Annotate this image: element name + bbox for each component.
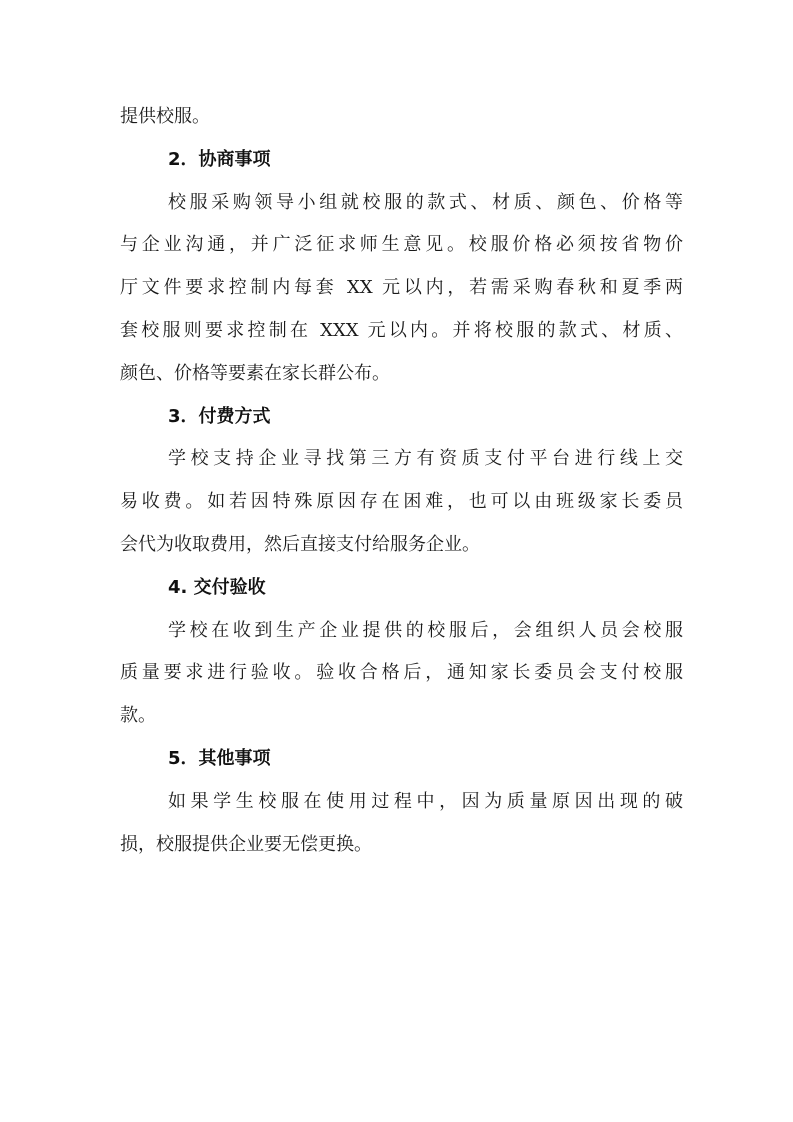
paragraph-line: 与企业沟通，并广泛征求师生意见。校服价格必须按省物价 — [120, 234, 683, 256]
section-heading: 2．协商事项 — [168, 148, 271, 170]
paragraph-line: 学校在收到生产企业提供的校服后，会组织人员会校服 — [168, 619, 683, 641]
paragraph-line: 厅文件要求控制内每套 XX 元以内，若需采购春秋和夏季两 — [120, 277, 683, 299]
section-heading: 3．付费方式 — [168, 405, 271, 427]
paragraph-line: 质量要求进行验收。验收合格后，通知家长委员会支付校服 — [120, 662, 683, 684]
paragraph-line: 颜色、价格等要素在家长群公布。 — [120, 362, 390, 384]
paragraph-line: 学校支持企业寻找第三方有资质支付平台进行线上交 — [168, 448, 683, 470]
paragraph-line: 易收费。如若因特殊原因存在困难，也可以由班级家长委员 — [120, 491, 683, 513]
paragraph-line: 款。 — [120, 705, 156, 727]
paragraph-line: 损，校服提供企业要无偿更换。 — [120, 833, 372, 855]
section-heading: 5．其他事项 — [168, 747, 271, 769]
paragraph-line: 校服采购领导小组就校服的款式、材质、颜色、价格等 — [168, 191, 683, 213]
paragraph-line: 如果学生校服在使用过程中，因为质量原因出现的破 — [168, 790, 683, 812]
paragraph-line: 提供校服。 — [120, 106, 210, 127]
paragraph-line: 会代为收取费用，然后直接支付给服务企业。 — [120, 533, 480, 555]
document-body — [120, 96, 683, 866]
paragraph-line: 套校服则要求控制在 XXX 元以内。并将校服的款式、材质、 — [120, 319, 683, 341]
section-heading: 4. 交付验收 — [168, 576, 266, 598]
